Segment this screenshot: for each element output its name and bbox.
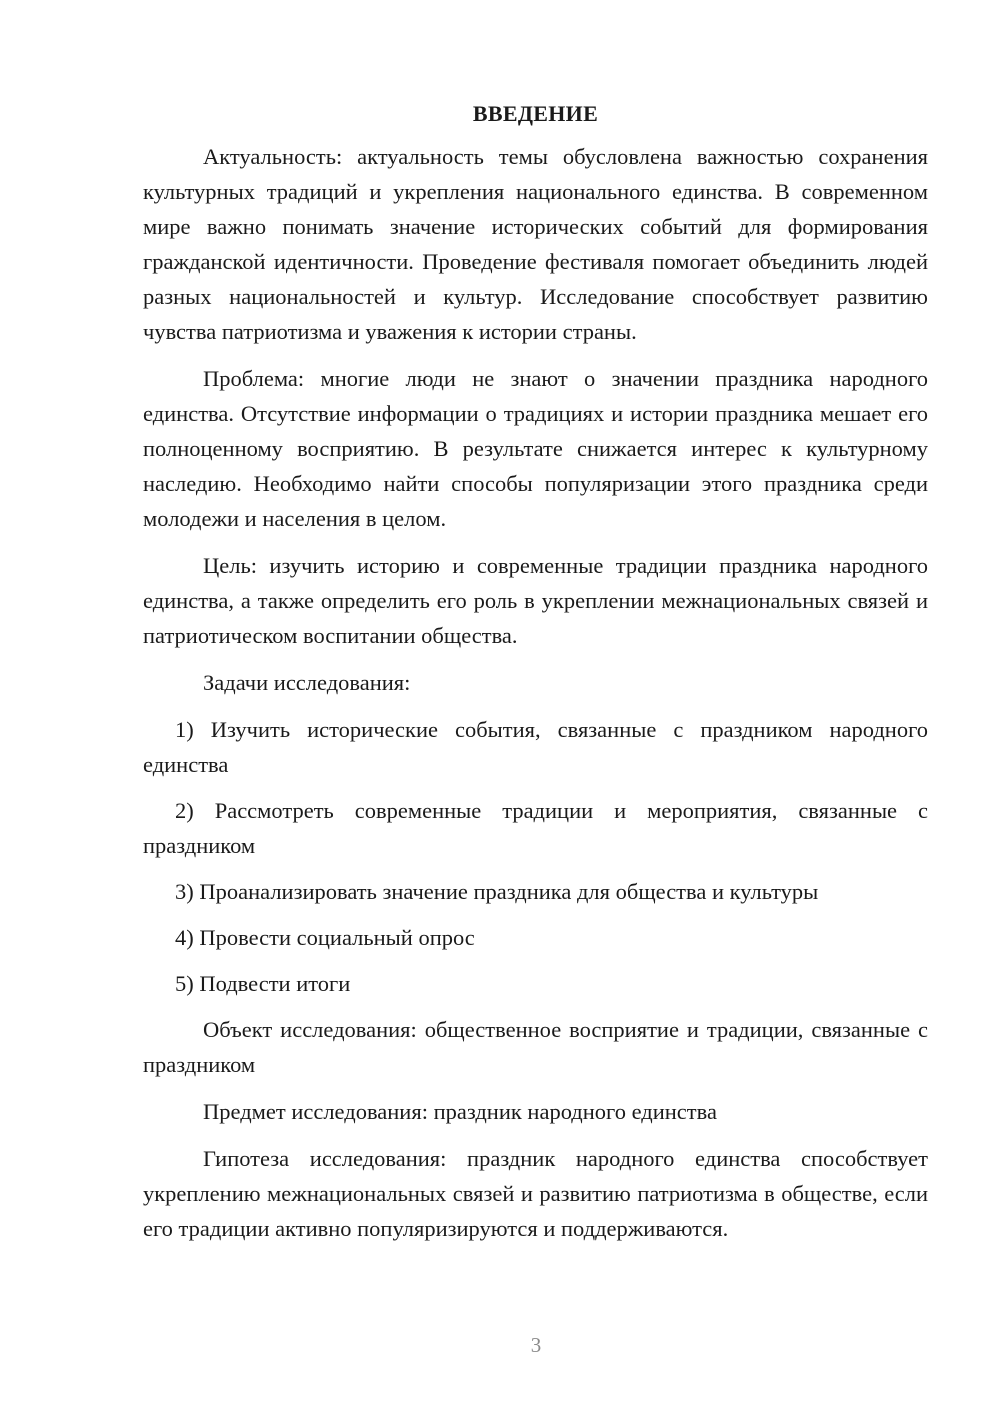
task-item-1: 1) Изучить исторические события, связанные с праздником народного единства — [143, 717, 928, 777]
task-item-5: 5) Подвести итоги — [175, 971, 351, 996]
task-item-4: 4) Провести социальный опрос — [175, 925, 475, 950]
section-title: ВВЕДЕНИЕ — [472, 101, 599, 126]
hypothesis-paragraph: Гипотеза исследования: праздник народного единства способствует укреплению межнациональных связей и развитию патриотизма в обществе, если его традиции активно популяризируются и поддерживаются. — [143, 1146, 928, 1241]
relevance-paragraph: Актуальность: актуальность темы обусловлена важностью сохранения культурных традиций и укрепления национального единства. В современном мире важно понимать значение исторических событий для формирования гражданской идентичности. Проведение фестиваля помогает объединить людей разных национальностей и культур. Исследование способствует развитию чувства патриотизма и уважения к истории страны. — [143, 144, 928, 344]
goal-paragraph: Цель: изучить историю и современные традиции праздника народного единства, а также определить его роль в укреплении межнациональных связей и патриотическом воспитании общества. — [143, 553, 928, 648]
document-page — [143, 96, 928, 1246]
page-number: 3 — [530, 1333, 542, 1357]
tasks-heading: Задачи исследования: — [203, 670, 411, 695]
task-item-2: 2) Рассмотреть современные традиции и мероприятия, связанные с праздником — [143, 798, 928, 858]
problem-paragraph: Проблема: многие люди не знают о значении праздника народного единства. Отсутствие информации о традициях и истории праздника мешает его полноценному восприятию. В результате снижается интерес к культурному наследию. Необходимо найти способы популяризации этого праздника среди молодежи и населения в целом. — [143, 366, 928, 531]
subject-paragraph: Предмет исследования: праздник народного единства — [203, 1099, 717, 1124]
task-item-3: 3) Проанализировать значение праздника для общества и культуры — [175, 879, 819, 904]
object-paragraph: Объект исследования: общественное восприятие и традиции, связанные с праздником — [143, 1017, 928, 1077]
